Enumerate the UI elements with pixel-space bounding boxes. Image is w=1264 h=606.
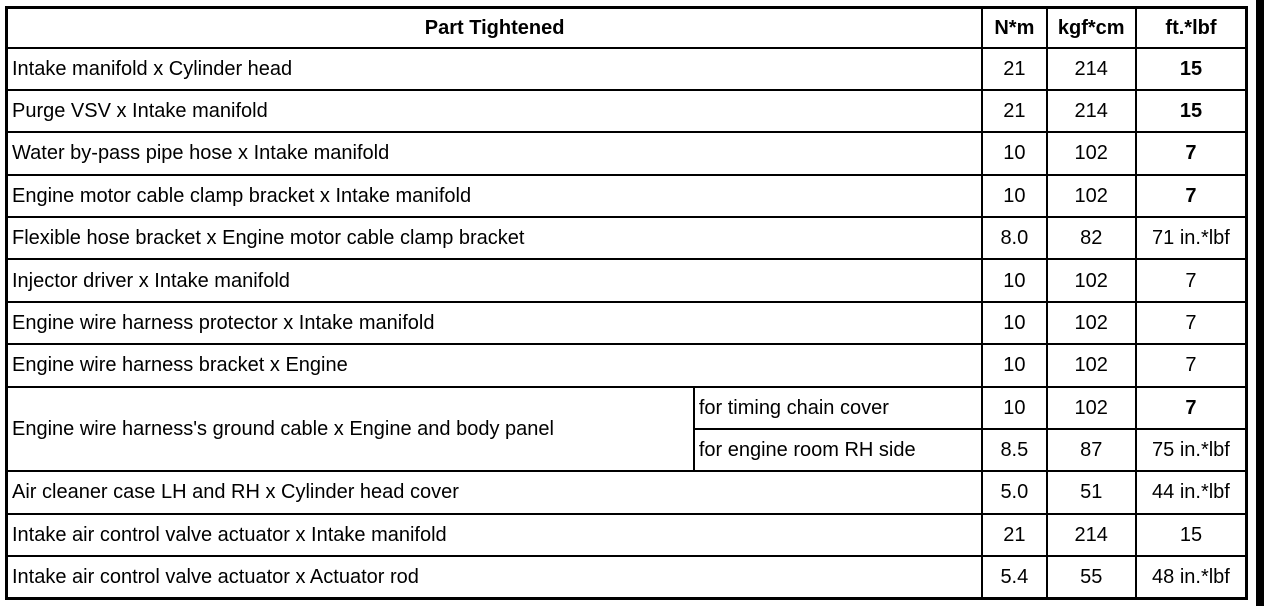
table-row <box>7 90 1247 132</box>
ft-lbf-cell: 15 <box>1136 90 1247 132</box>
part-cell: Water by-pass pipe hose x Intake manifold <box>7 132 983 174</box>
torque-spec-table <box>5 6 1248 600</box>
sub-condition-cell: for engine room RH side <box>694 429 982 471</box>
nm-cell: 21 <box>982 90 1046 132</box>
header-kgf-cm: kgf*cm <box>1047 8 1136 48</box>
part-cell: Purge VSV x Intake manifold <box>7 90 983 132</box>
nm-cell: 8.5 <box>982 429 1046 471</box>
table-row <box>7 302 1247 344</box>
nm-cell: 21 <box>982 514 1046 556</box>
table-row <box>7 344 1247 386</box>
part-cell: Air cleaner case LH and RH x Cylinder head cover <box>7 471 983 513</box>
table-row <box>7 48 1247 90</box>
part-cell: Engine motor cable clamp bracket x Intake manifold <box>7 175 983 217</box>
page-edge-bar <box>1256 0 1264 606</box>
nm-cell: 8.0 <box>982 217 1046 259</box>
part-cell: Engine wire harness protector x Intake manifold <box>7 302 983 344</box>
nm-cell: 10 <box>982 302 1046 344</box>
ft-lbf-cell: 44 in.*lbf <box>1136 471 1247 513</box>
table-row <box>7 514 1247 556</box>
table-row <box>7 132 1247 174</box>
nm-cell: 5.4 <box>982 556 1046 599</box>
kgf-cm-cell: 82 <box>1047 217 1136 259</box>
ft-lbf-cell: 7 <box>1136 344 1247 386</box>
kgf-cm-cell: 102 <box>1047 387 1136 429</box>
ft-lbf-cell: 7 <box>1136 387 1247 429</box>
part-cell: Injector driver x Intake manifold <box>7 259 983 301</box>
table-row <box>7 556 1247 599</box>
nm-cell: 21 <box>982 48 1046 90</box>
sub-condition-cell: for timing chain cover <box>694 387 982 429</box>
nm-cell: 10 <box>982 344 1046 386</box>
part-cell: Intake air control valve actuator x Intake manifold <box>7 514 983 556</box>
ft-lbf-cell: 71 in.*lbf <box>1136 217 1247 259</box>
ft-lbf-cell: 75 in.*lbf <box>1136 429 1247 471</box>
table-row-split <box>7 387 1247 429</box>
nm-cell: 10 <box>982 259 1046 301</box>
kgf-cm-cell: 102 <box>1047 132 1136 174</box>
nm-cell: 5.0 <box>982 471 1046 513</box>
ft-lbf-cell: 7 <box>1136 175 1247 217</box>
kgf-cm-cell: 214 <box>1047 48 1136 90</box>
part-cell: Engine wire harness's ground cable x Engine and body panel <box>7 387 694 472</box>
kgf-cm-cell: 214 <box>1047 90 1136 132</box>
kgf-cm-cell: 102 <box>1047 302 1136 344</box>
table-row <box>7 259 1247 301</box>
ft-lbf-cell: 15 <box>1136 48 1247 90</box>
table-row <box>7 175 1247 217</box>
header-ft-lbf: ft.*lbf <box>1136 8 1247 48</box>
part-cell: Engine wire harness bracket x Engine <box>7 344 983 386</box>
nm-cell: 10 <box>982 387 1046 429</box>
table-row <box>7 471 1247 513</box>
kgf-cm-cell: 102 <box>1047 344 1136 386</box>
kgf-cm-cell: 51 <box>1047 471 1136 513</box>
part-cell: Flexible hose bracket x Engine motor cable clamp bracket <box>7 217 983 259</box>
ft-lbf-cell: 48 in.*lbf <box>1136 556 1247 599</box>
table-row <box>7 217 1247 259</box>
ft-lbf-cell: 7 <box>1136 259 1247 301</box>
kgf-cm-cell: 214 <box>1047 514 1136 556</box>
nm-cell: 10 <box>982 132 1046 174</box>
header-nm: N*m <box>982 8 1046 48</box>
kgf-cm-cell: 102 <box>1047 175 1136 217</box>
header-row <box>7 8 1247 48</box>
kgf-cm-cell: 55 <box>1047 556 1136 599</box>
ft-lbf-cell: 15 <box>1136 514 1247 556</box>
part-cell: Intake manifold x Cylinder head <box>7 48 983 90</box>
ft-lbf-cell: 7 <box>1136 302 1247 344</box>
header-part-tightened: Part Tightened <box>7 8 983 48</box>
ft-lbf-cell: 7 <box>1136 132 1247 174</box>
part-cell: Intake air control valve actuator x Actuator rod <box>7 556 983 599</box>
kgf-cm-cell: 102 <box>1047 259 1136 301</box>
nm-cell: 10 <box>982 175 1046 217</box>
kgf-cm-cell: 87 <box>1047 429 1136 471</box>
